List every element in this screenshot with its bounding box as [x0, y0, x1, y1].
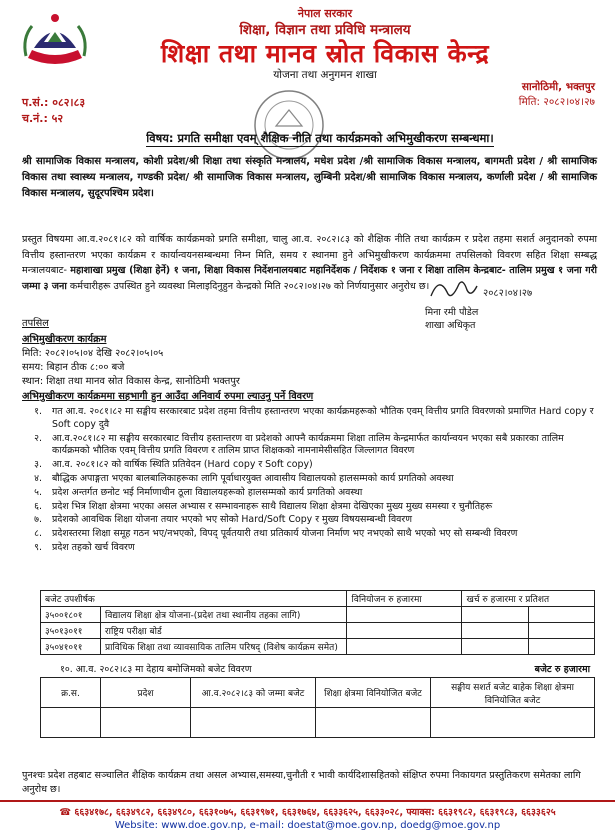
table-cell: [101, 708, 191, 738]
website-email: Website: www.doe.gov.np, e-mail: doestat@moe.gov.np, doedg@moe.gov.np: [114, 820, 501, 831]
table-cell: [347, 623, 462, 639]
signatory-title: शाखा अधिकृत: [425, 320, 476, 331]
table-row: [41, 639, 595, 655]
table-header-row: [41, 678, 595, 708]
table-cell: [462, 623, 528, 639]
program-venue: स्थान: शिक्षा तथा मानव स्रोत विकास केन्द्र, सानोठिमी भक्तपुर: [22, 376, 240, 387]
table-row: [41, 607, 595, 623]
expense-table: [40, 590, 595, 655]
letter-subject: विषय: प्रगति समीक्षा एवम् शैक्षिक नीति तथा कार्यक्रमको अभिमुखीकरण सम्बन्धमा।: [146, 131, 494, 145]
nepal-emblem-icon: [20, 8, 90, 70]
table-cell: [41, 708, 101, 738]
table-header-cell: प्रदेश: [101, 678, 191, 708]
table-cell: [462, 639, 528, 655]
signatory-name: मिना रमी पौडेल: [425, 307, 479, 318]
attendee-requirement: महाशाखा प्रमुख (शिक्षा हेर्ने) १ जना, शिक्षा विकास निर्देशनालयबाट महानिर्देशक / निर्देशक १ जना र शिक्षा तालिम केन्द्रबाट- तालिम प्रमुख १ जना गरी जम्मा ३ जना: [22, 265, 598, 292]
list-item: ९. प्रदेश तहको खर्च विवरण: [34, 541, 135, 553]
table-cell: [347, 607, 462, 623]
required-items-heading: अभिमुखीकरण कार्यक्रममा सहभागी हुन आउँदा अनिवार्य रुपमा ल्याउनु पर्ने विवरण: [22, 391, 314, 402]
list-item: ३. आ.व. २०८१।८२ को वार्षिक स्थिति प्रतिवेदन (Hard copy र Soft copy): [34, 459, 313, 471]
list-item: ८. प्रदेशस्तरमा शिक्षा समूह गठन भए/नभएको, विपद् पूर्वतयारी तथा प्रतिकार्य योजना निर्माण भए नभएको साथै भएको भए सो सम्बन्धी विवरण: [34, 528, 518, 540]
required-items-list: [22, 406, 597, 556]
table-cell: [528, 607, 594, 623]
budget-desc-cell: विद्यालय शिक्षा क्षेत्र योजना-(प्रदेश तथा स्थानीय तहका लागि): [101, 607, 347, 623]
address-block: [519, 80, 595, 110]
organization-name: शिक्षा तथा मानव स्रोत विकास केन्द्र: [160, 39, 490, 68]
budget-code-cell: ३५०१३०११: [41, 623, 101, 639]
table-cell: [431, 708, 595, 738]
table-header-cell: क्र.स.: [41, 678, 101, 708]
signature-date: २०८२।०४।२७: [483, 288, 533, 299]
table-header-cell: आ.व.२०८२।८३ को जम्मा बजेट: [191, 678, 316, 708]
handwritten-signature-icon: [425, 274, 565, 306]
table-cell: [462, 607, 528, 623]
letter-body: प्रस्तुत विषयमा आ.व.२०८१।८२ को वार्षिक कार्यक्रमको प्रगति समीक्षा, चालु आ.व. २०८२।८३ को शैक्षिक नीति तथा कार्यक्रम र प्रदेश तहमा सशर्त अनुदानको रुपमा वित्तीय हस्तान्तरण भएका कार्यक्रम र कार्यान्वयनसम्बन्धमा निम्न मिति, समय र स्थानमा हुने अभिमुखीकरण कार्यक्रममा तपसिलको विवरण सहित शिक्षा सम्बद्ध मन्त्रालयबाट- महाशाखा प्रमुख (शिक्षा हेर्ने) १ जना, शिक्षा विकास निर्देशनालयबाट महानिर्देशक / निर्देशक १ जना र शिक्षा तालिम केन्द्रबाट- तालिम प्रमुख १ जना गरी जम्मा ३ जना कर्मचारीहरू उपस्थित हुने व्यवस्था मिलाइदिनुहुन केन्द्रको मिति २०८२।०४।२७ को निर्णयानुसार अनुरोध छ।: [22, 234, 598, 292]
letter-number: प.सं.: ०८२।८३: [22, 96, 86, 109]
list-item: ७. प्रदेशको आवधिक शिक्षा योजना तयार भएको भए सोको Hard/Soft Copy र मुख्य विषयसम्बन्धी विवरण: [34, 514, 412, 526]
table-cell: [347, 639, 462, 655]
table-cell: [191, 708, 316, 738]
office-location: सानोठिमी, भक्तपुर: [521, 81, 595, 93]
budget-code-cell: ३५००१८०१: [41, 607, 101, 623]
list-item: २. आ.व.२०८१।८२ मा सङ्घीय सरकारबाट वित्तीय हस्तान्तरण वा प्रदेशको आफ्नै कार्यक्रममा शिक्षा तालिम केन्द्रमार्फत कार्यान्वयन भएका सबै प्रकारका तालिम कार्यक्रमको भौतिक एवम् वित्तीय प्रगति विवरण र तालिम प्राप्त शिक्षकको नामनामेसीसहित जिल्लागत विवरण: [34, 432, 564, 457]
program-time: समय: बिहान ठीक ८:०० बजे: [22, 362, 125, 373]
table-header-row: [41, 591, 595, 607]
table-header-cell: शिक्षा क्षेत्रमा विनियोजित बजेट: [316, 678, 431, 708]
table-header-cell: सङ्घीय सशर्त बजेट बाहेक शिक्षा क्षेत्रमा विनियोजित बजेट: [431, 678, 595, 708]
budget-table-caption: १०. आ.व. २०८२।८३ मा देहाय बमोजिमको बजेट विवरण बजेट रु हजारमा: [60, 664, 590, 675]
budget-desc-cell: राष्ट्रिय परीक्षा बोर्ड: [101, 623, 347, 639]
signature-block: [425, 274, 575, 332]
dispatch-number: च.नं.: ५२: [22, 112, 64, 125]
reference-numbers: [22, 95, 85, 127]
letter-date: मिति: २०८२।०४।२७: [518, 96, 595, 108]
letter-footer: [0, 800, 615, 831]
table-cell: [316, 708, 431, 738]
table-cell: [528, 639, 594, 655]
recipient-list: श्री सामाजिक विकास मन्त्रालय, कोशी प्रदेश/श्री शिक्षा तथा संस्कृति मन्त्रालय, मधेश प्रदेश /श्री सामाजिक विकास मन्त्रालय, बागमती प्रदेश / श्री सामाजिक विकास तथा स्वास्थ्य मन्त्रालय, गण्डकी प्रदेश/ श्री सामाजिक विकास मन्त्रालय, लुम्बिनी प्रदेश/श्री सामाजिक विकास मन्त्रालय, कर्णाली प्रदेश / श्री सामाजिक विकास मन्त्रालय, सुदूरपश्चिम प्रदेश।: [22, 156, 597, 199]
list-item: १. गत आ.व. २०८१।८२ मा सङ्घीय सरकारबाट प्रदेश तहमा वित्तीय हस्तान्तरण भएका कार्यक्रमहरूको भौतिक एवम् वित्तीय प्रगति विवरणको प्रमाणित Hard copy र Soft copy दुवै: [34, 406, 594, 430]
list-item: ६. प्रदेश भित्र शिक्षा क्षेत्रमा भएका असल अभ्यास र सम्भावनाहरू साथै विद्यालय शिक्षा क्षेत्रमा देखिएका मुख्य मुख्य समस्या र चुनौतिहरू: [34, 500, 493, 512]
program-date: मिति: २०८२।०५।०४ देखि २०८२।०५।०५: [22, 348, 164, 359]
postscript-note: पुनश्चः प्रदेश तहबाट सञ्चालित शैक्षिक कार्यक्रम तथा असल अभ्यास,समस्या,चुनौती र भावी कार्यदिशासहितको संक्षिप्त रुपमा निकायगत प्रस्तुतिकरण समेतका लागि अनुरोध छ।: [22, 770, 581, 795]
official-stamp-icon: [250, 86, 328, 164]
budget-code-cell: ३५०४१०११: [41, 639, 101, 655]
table-row: [41, 708, 595, 738]
government-name: नेपाल सरकार: [297, 7, 353, 20]
list-item: ४. बौद्धिक अपाङ्गता भएका बालबालिकाहरूका लागि पूर्वाधारयुक्त आवासीय विद्यालयको हालसम्मको कार्य प्रगतिको अवस्था: [34, 472, 454, 484]
budget-desc-cell: प्राविधिक शिक्षा तथा व्यावसायिक तालिम परिषद् (विशेष कार्यक्रम समेत): [101, 639, 347, 655]
section-name: योजना तथा अनुगमन शाखा: [273, 69, 377, 81]
program-heading: अभिमुखीकरण कार्यक्रम: [22, 334, 107, 345]
contact-phones: ☎ ६६३४१७८, ६६३४९८२, ६६३४९८०, ६६३१०७५, ६६३१९७१, ६६३१७६४, ६६३३६२५, ६६३३०२८, फ्याक्स: ६६३१९८२, ६६३१९८३, ६६३३६२५: [59, 807, 556, 818]
list-item: ५. प्रदेश अन्तर्गत छनोट भई निर्माणाधीन ठूला विद्यालयहरूको हालसम्मको कार्य प्रगतिको अवस्था: [34, 486, 363, 498]
tapasil-label: तपसिल: [22, 318, 49, 329]
table-header-cell: विनियोजन रु हजारमा: [347, 591, 462, 607]
table-cell: [528, 623, 594, 639]
table-header-cell: बजेट उपशीर्षक: [41, 591, 347, 607]
table-header-cell: खर्च रु हजारमा र प्रतिशत: [462, 591, 595, 607]
table-row: [41, 623, 595, 639]
budget-table: [40, 677, 595, 738]
budget-unit-label: बजेट रु हजारमा: [534, 664, 590, 675]
ministry-name: शिक्षा, विज्ञान तथा प्रविधि मन्त्रालय: [239, 22, 411, 38]
